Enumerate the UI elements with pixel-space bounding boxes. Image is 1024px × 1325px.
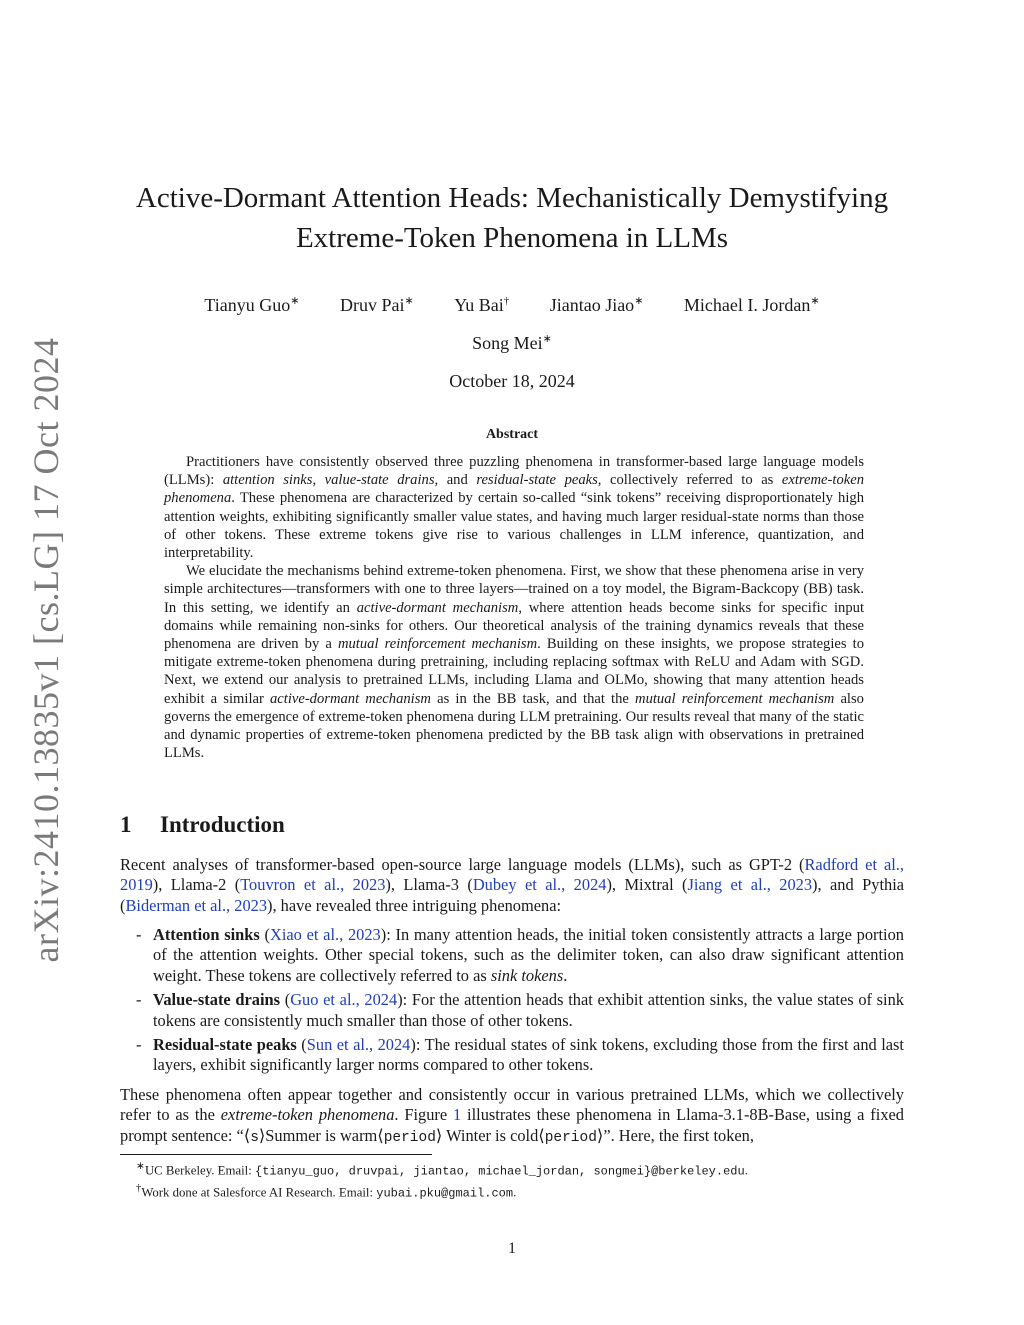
author: Yu Bai† [454, 295, 510, 315]
title-line-1: Active-Dormant Attention Heads: Mechanistically Demystifying [135, 182, 889, 214]
citation-link[interactable]: Guo et al., 2024 [290, 990, 398, 1010]
list-item: - Value-state drains (Guo et al., 2024): For the attention heads that exhibit attention sinks, the value states of sink tokens are consistently much smaller than those of other tokens. [136, 990, 904, 1030]
title-line-2: Extreme-Token Phenomena in LLMs [295, 222, 729, 254]
page-number: 1 [508, 1240, 516, 1257]
footnotes [120, 1158, 904, 1203]
paper-title [100, 178, 924, 258]
author: Druv Pai∗ [339, 295, 414, 315]
figure-link[interactable]: 1 [452, 1105, 462, 1125]
author: Michael I. Jordan∗ [683, 295, 820, 315]
footnote-divider [120, 1154, 432, 1155]
arxiv-identifier: arXiv:2410.13835v1 [cs.LG] 17 Oct 2024 [26, 337, 66, 963]
abstract-paragraph: Practitioners have consistently observed three puzzling phenomena in transformer-based large language models (LLMs): attention sinks, value-state drains, and residual-state peaks, collectively referred to as extreme-token phenomena. These phenomena are characterized by certain so-called “sink tokens” receiving disproportionately high attention weights, exhibiting significantly smaller value states, and having much larger residual-state norms than those of other tokens. These extreme tokens give rise to various challenges in LLM inference, quantization, and interpretability. [164, 454, 864, 562]
author-row-1 [150, 284, 874, 322]
abstract [164, 453, 864, 762]
publication-date: October 18, 2024 [449, 371, 575, 391]
author: Song Mei∗ [472, 333, 552, 353]
abstract-paragraph: We elucidate the mechanisms behind extreme-token phenomena. First, we show that these phenomena arise in very simple architectures—transformers with one to three layers—trained on a toy model, the Bigram-Backcopy (BB) task. In this setting, we identify an active-dormant mechanism, where attention heads become sinks for specific input domains while remaining non-sinks for others. Our theoretical analysis of the training dynamics reveals that these phenomena are driven by a mutual reinforcement mechanism. Building on these insights, we propose strategies to mitigate extreme-token phenomena during pretraining, including replacing softmax with ReLU and Adam with SGD. Next, we extend our analysis to pretrained LLMs, including Llama and OLMo, showing that many attention heads exhibit a similar active-dormant mechanism as in the BB task, and that the mutual reinforcement mechanism also governs the emergence of extreme-token phenomena during LLM pretraining. Our results reveal that many of the static and dynamic properties of extreme-token phenomena predicted by the BB task align with observations in pretrained LLMs. [164, 563, 865, 762]
section-heading: 1 Introduction [120, 812, 285, 837]
citation-link[interactable]: Dubey et al., 2024 [472, 875, 607, 895]
author-row-2 [150, 322, 874, 360]
citation-link[interactable]: Biderman et al., 2023 [125, 895, 268, 915]
footnote: ∗UC Berkeley. Email: {tianyu_guo, druvpai, jiantao, michael_jordan, songmei}@berkeley.edu. [136, 1161, 748, 1179]
citation-link[interactable]: Radford et al., 2019 [120, 855, 904, 895]
citation-link[interactable]: Xiao et al., 2023 [269, 925, 381, 944]
intro-paragraph: Recent analyses of transformer-based open-source large language models (LLMs), such as GPT-2 (Radford et al., 2019), Llama-2 (Touvron et al., 2023), Llama-3 (Dubey et al., 2024), Mixtral (Jiang et al., 2023), and Pythia (Biderman et al., 2023), have revealed three intriguing phenomena: [120, 855, 905, 915]
phenomena-paragraph: These phenomena often appear together and consistently occur in various pretrained LLMs, which we collectively refer to as the extreme-token phenomena. Figure 1 illustrates these phenomena in Llama-3.1-8B-Base, using a fixed prompt sentence: “⟨s⟩Summer is warm⟨period⟩ Winter is cold⟨period⟩”. Here, the first token, [120, 1085, 904, 1146]
author: Jiantao Jiao∗ [549, 295, 644, 315]
phenomena-list [120, 925, 904, 1080]
footnote: †Work done at Salesforce AI Research. Email: yubai.pku@gmail.com. [136, 1183, 517, 1201]
citation-link[interactable]: Sun et al., 2024 [306, 1035, 411, 1055]
citation-link[interactable]: Jiang et al., 2023 [687, 875, 813, 895]
list-item: - Residual-state peaks (Sun et al., 2024): The residual states of sink tokens, excluding those from the first and last layers, exhibit significantly larger norms compared to other tokens. [136, 1035, 904, 1075]
author: Tianyu Guo∗ [204, 295, 300, 315]
list-item: - Attention sinks (Xiao et al., 2023): In many attention heads, the initial token consistently attracts a large portion of the attention weights. Other special tokens, such as the delimiter token, can also draw significant attention weight. These tokens are collectively referred to as sink tokens. [136, 925, 904, 985]
author-list [150, 284, 874, 360]
abstract-heading: Abstract [485, 427, 539, 442]
citation-link[interactable]: Touvron et al., 2023 [240, 875, 386, 895]
